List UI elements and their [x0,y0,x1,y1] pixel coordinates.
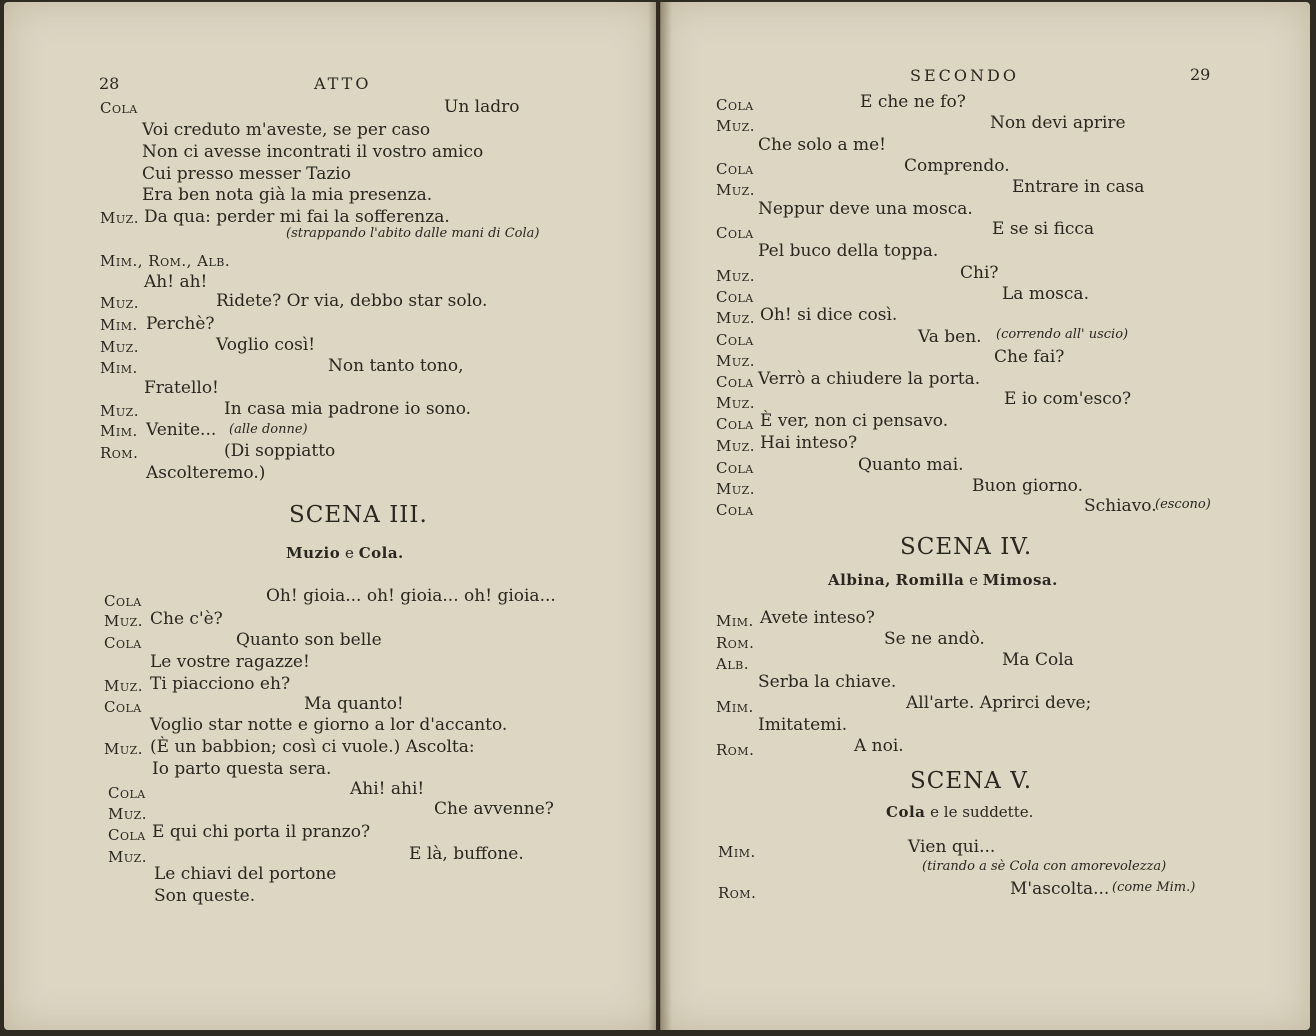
stage-direction: (strappando l'abito dalle mani di Cola) [286,226,540,241]
verse-line: Non devi aprire [990,113,1126,133]
speaker: Muz. [104,677,144,695]
speaker: Muz. [716,117,756,135]
verse-line: Quanto son belle [236,630,382,650]
speaker: Mim. [100,422,138,440]
verse-line: Ti piacciono eh? [150,674,291,694]
speaker: Muz. [100,402,140,420]
stage-direction: (escono) [1155,497,1211,512]
cast-name: Mimosa. [982,571,1058,589]
right-page [660,2,1310,1030]
stage-direction: (come Mim.) [1112,880,1196,895]
speaker: Mim., Rom., Alb. [100,252,231,270]
speaker: Muz. [716,352,756,370]
verse-line: Comprendo. [904,156,1010,176]
speaker: Cola [716,96,754,114]
speaker: Muz. [716,437,756,455]
verse-line: Chi? [960,263,999,283]
verse-line: Ah! ah! [144,272,208,292]
verse-line: Non tanto tono, [328,356,464,376]
verse-line: All'arte. Aprirci deve; [906,693,1092,713]
speaker: Muz. [716,267,756,285]
verse-line: Venite... [146,420,217,440]
speaker: Cola [104,634,142,652]
stage-direction: (correndo all' uscio) [996,327,1129,342]
scene-title: SCENA V. [910,768,1033,794]
verse-line: Vien qui... [908,837,996,857]
verse-line: In casa mia padrone io sono. [224,399,472,419]
verse-line: (Di soppiatto [224,441,336,461]
speaker: Cola [716,288,754,306]
speaker: Muz. [100,209,140,227]
verse-line: Era ben nota già la mia presenza. [142,185,433,205]
scene-cast [286,544,404,562]
verse-line: Che avvenne? [434,799,554,819]
cast-name: Romilla [895,571,965,589]
speaker: Cola [716,224,754,242]
verse-line: Avete inteso? [760,608,875,628]
verse-line: Che c'è? [150,609,223,629]
verse-line: Son queste. [154,886,256,906]
speaker: Muz. [104,740,144,758]
speaker: Mim. [716,612,754,630]
stage-direction: (alle donne) [229,422,308,437]
verse-line: Se ne andò. [884,629,985,649]
verse-line: Perchè? [146,314,215,334]
speaker: Mim. [716,698,754,716]
cast-conjunction: e [345,544,354,562]
verse-line: Io parto questa sera. [152,759,332,779]
stage-direction: (tirando a sè Cola con amorevolezza) [922,859,1167,874]
speaker: Muz. [716,480,756,498]
scene-title: SCENA IV. [900,534,1033,560]
scene-title: SCENA III. [289,502,428,528]
verse-line: Neppur deve una mosca. [758,199,973,219]
verse-line: E se si ficca [992,219,1095,239]
speaker: Cola [716,459,754,477]
speaker: Muz. [716,309,756,327]
speaker: Cola [716,160,754,178]
verse-line: È ver, non ci pensavo. [760,411,949,431]
speaker: Muz. [104,612,144,630]
verse-line: (È un babbion; così ci vuole.) Ascolta: [150,737,475,757]
running-head: SECONDO [910,66,1019,85]
verse-line: Hai inteso? [760,433,858,453]
verse-line: Le chiavi del portone [154,864,337,884]
verse-line: Ma quanto! [304,694,404,714]
verse-line: Serba la chiave. [758,672,897,692]
verse-line: Fratello! [144,378,219,398]
speaker: Mim. [100,359,138,377]
scene-cast [828,571,1058,589]
speaker: Cola [108,826,146,844]
verse-line: Schiavo. [1084,496,1157,516]
speaker: Cola [104,592,142,610]
scene-cast [886,803,1033,821]
verse-line: Verrò a chiudere la porta. [758,369,981,389]
verse-line: E io com'esco? [1004,389,1132,409]
speaker: Muz. [716,181,756,199]
speaker: Mim. [718,843,756,861]
verse-line: Voglio così! [216,335,316,355]
verse-line: Ahi! ahi! [350,779,425,799]
speaker: Rom. [100,444,139,462]
speaker: Alb. [716,655,749,673]
book-gutter [648,2,672,1030]
verse-line: Oh! gioia... oh! gioia... oh! gioia... [266,586,556,606]
speaker: Muz. [108,805,148,823]
speaker: Rom. [716,741,755,759]
speaker: Rom. [718,884,757,902]
speaker: Cola [104,698,142,716]
cast-name: Cola [886,803,926,821]
speaker: Cola [716,373,754,391]
verse-line: Pel buco della toppa. [758,241,939,261]
verse-line: Va ben. [918,327,982,347]
speaker: Rom. [716,634,755,652]
verse-line: Ridete? Or via, debbo star solo. [216,291,488,311]
speaker: Cola [716,331,754,349]
cast-remainder: e le suddette. [930,803,1034,821]
verse-line: Buon giorno. [972,476,1083,496]
speaker: Cola [100,99,138,117]
cast-conjunction: e [969,571,978,589]
cast-name: Albina, [828,571,891,589]
verse-line: Voglio star notte e giorno a lor d'accanto. [150,715,508,735]
verse-line: Un ladro [444,97,520,117]
cast-name: Cola. [358,544,404,562]
speaker: Muz. [100,294,140,312]
speaker: Mim. [100,316,138,334]
cast-name: Muzio [286,544,341,562]
verse-line: La mosca. [1002,284,1089,304]
left-page [4,2,656,1030]
verse-line: A noi. [854,736,904,756]
speaker: Muz. [716,394,756,412]
verse-line: Voi creduto m'aveste, se per caso [142,120,431,140]
verse-line: Ma Cola [1002,650,1074,670]
page-number: 28 [99,74,120,93]
verse-line: Non ci avesse incontrati il vostro amico [142,142,484,162]
speaker: Cola [716,501,754,519]
verse-line: Oh! si dice così. [760,305,898,325]
verse-line: Ascolteremo.) [146,463,266,483]
verse-line: E qui chi porta il pranzo? [152,822,371,842]
speaker: Muz. [108,848,148,866]
running-head: ATTO [314,74,372,93]
verse-line: Che fai? [994,347,1065,367]
verse-line: Le vostre ragazze! [150,652,310,672]
verse-line: E là, buffone. [409,844,524,864]
verse-line: Entrare in casa [1012,177,1145,197]
verse-line: Imitatemi. [758,715,848,735]
verse-line: Quanto mai. [858,455,964,475]
speaker: Muz. [100,338,140,356]
speaker: Cola [716,415,754,433]
speaker: Cola [108,784,146,802]
verse-line: M'ascolta... [1010,879,1110,899]
verse-line: E che ne fo? [860,92,966,112]
page-number: 29 [1190,65,1211,84]
verse-line: Che solo a me! [758,135,887,155]
verse-line: Cui presso messer Tazio [142,164,351,184]
verse-line: Da qua: perder mi fai la sofferenza. [144,207,450,227]
